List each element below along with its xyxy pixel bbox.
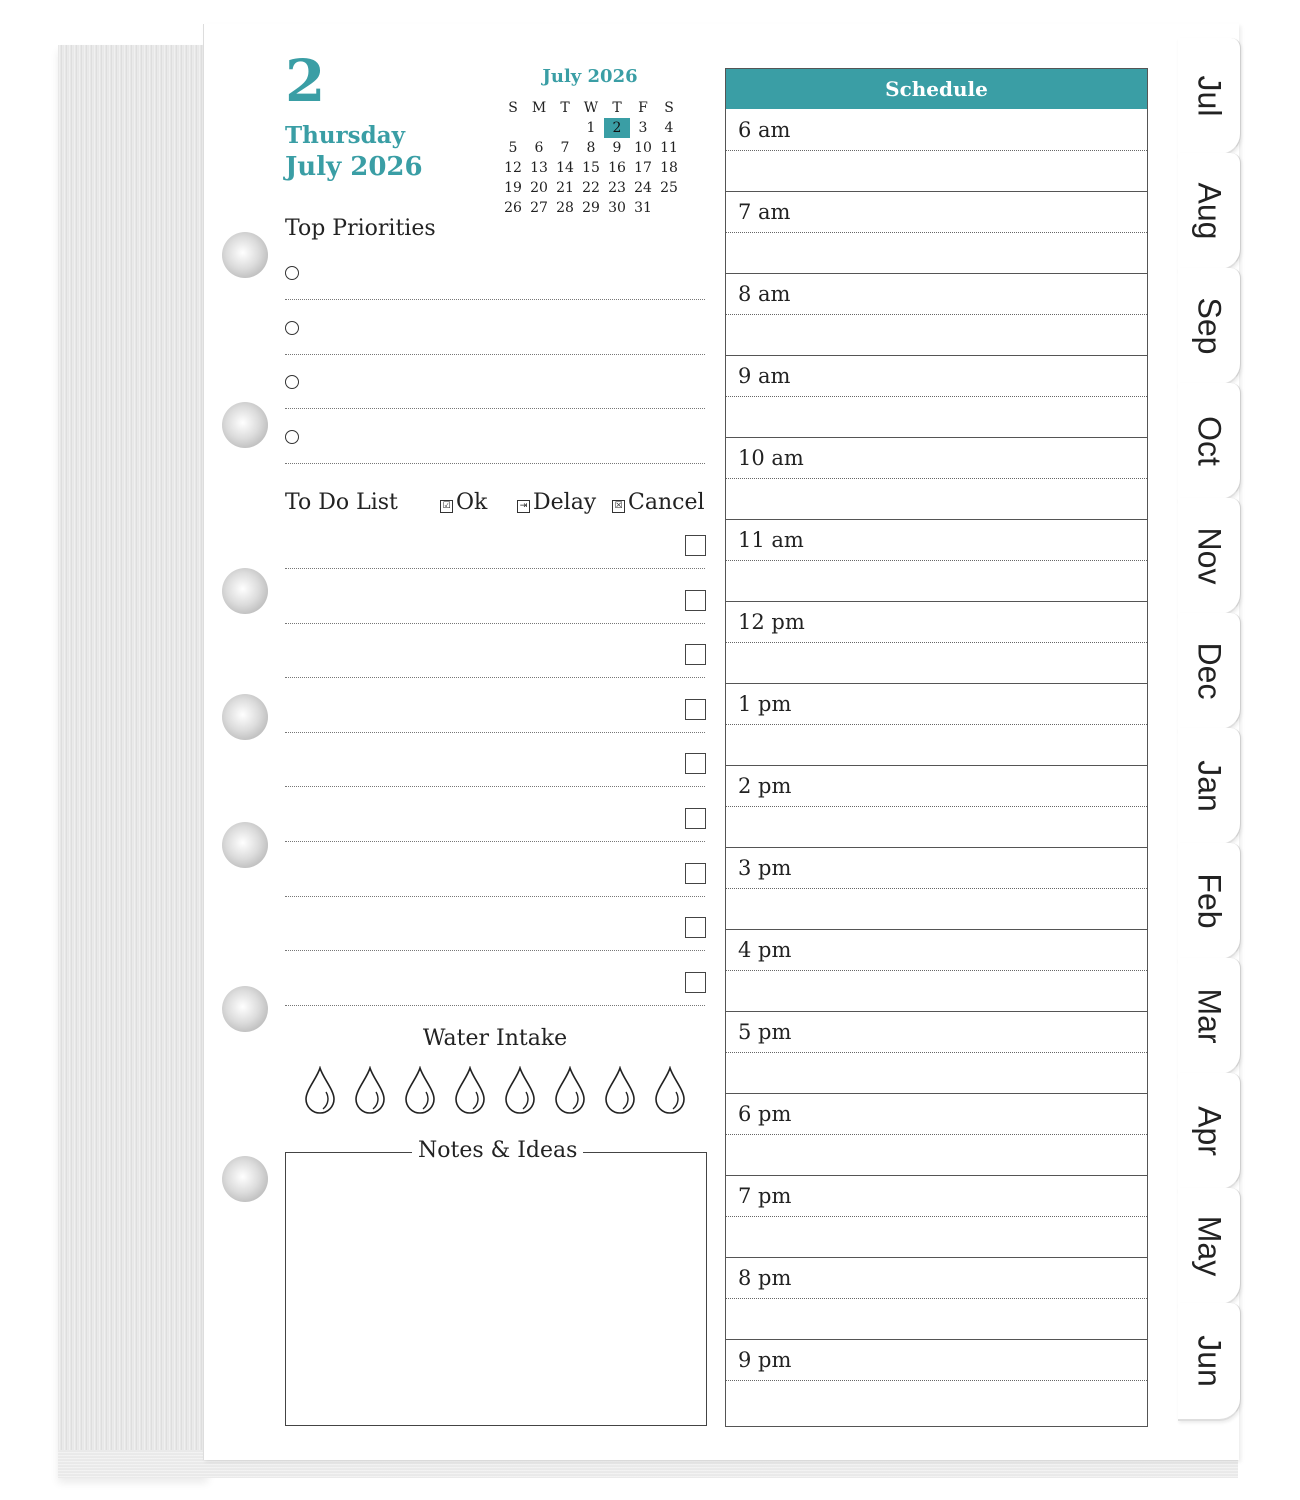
calendar-day[interactable]: 24 <box>634 180 652 196</box>
half-hour-line <box>726 642 1147 643</box>
schedule-slot[interactable] <box>726 683 1147 765</box>
month-tab-label: Dec <box>1191 642 1228 700</box>
legend-ok-label: Ok <box>456 490 488 515</box>
page-stack-edge <box>58 45 208 1477</box>
binder-hole <box>222 232 268 278</box>
schedule-slot[interactable] <box>726 601 1147 683</box>
weekday-header: S <box>508 100 518 116</box>
calendar-day[interactable]: 19 <box>504 180 522 196</box>
calendar-day[interactable]: 4 <box>664 120 674 136</box>
todo-line[interactable] <box>285 950 705 951</box>
priority-line[interactable] <box>285 299 705 300</box>
priority-bullet-icon[interactable] <box>285 430 299 444</box>
binder-hole <box>222 1156 268 1202</box>
month-tab-label: Jul <box>1191 75 1228 117</box>
half-hour-line <box>726 314 1147 315</box>
schedule-time-label: 9 am <box>738 364 791 388</box>
notes-box[interactable] <box>285 1152 707 1426</box>
todo-line[interactable] <box>285 732 705 733</box>
schedule-panel <box>725 68 1148 1427</box>
schedule-time-label: 8 pm <box>738 1266 792 1290</box>
schedule-time-label: 4 pm <box>738 938 792 962</box>
water-drop-icon[interactable] <box>356 1068 384 1113</box>
legend-delay-label: Delay <box>533 490 597 515</box>
half-hour-line <box>726 1380 1147 1381</box>
calendar-day[interactable] <box>500 118 526 138</box>
month-tab-apr[interactable] <box>1178 1073 1241 1191</box>
calendar-day[interactable] <box>526 118 552 138</box>
todo-heading: To Do List <box>285 490 398 515</box>
calendar-day[interactable]: 13 <box>530 160 548 176</box>
half-hour-line <box>726 478 1147 479</box>
priority-line[interactable] <box>285 354 705 355</box>
schedule-slot[interactable] <box>726 765 1147 847</box>
month-tab-label: Sep <box>1191 297 1228 355</box>
month-year-label: July 2026 <box>285 152 423 182</box>
month-tab-label: Feb <box>1191 873 1228 929</box>
month-tabs <box>1178 24 1242 1460</box>
top-priorities-heading: Top Priorities <box>285 216 436 241</box>
half-hour-line <box>726 1134 1147 1135</box>
month-tab-label: Nov <box>1191 527 1228 585</box>
calendar-day[interactable]: 29 <box>582 200 600 216</box>
month-tab-sep[interactable] <box>1178 268 1241 386</box>
cancel-box-icon: ☒ <box>612 500 625 513</box>
schedule-time-label: 9 pm <box>738 1348 792 1372</box>
schedule-slot[interactable] <box>726 847 1147 929</box>
calendar-day[interactable]: 21 <box>556 180 574 196</box>
month-tab-nov[interactable] <box>1178 498 1241 616</box>
schedule-time-label: 8 am <box>738 282 791 306</box>
calendar-day[interactable]: 12 <box>504 160 522 176</box>
todo-checkbox[interactable] <box>685 753 706 774</box>
weekday-header: W <box>583 100 599 116</box>
day-number: 2 <box>285 47 326 115</box>
binder-hole <box>222 694 268 740</box>
month-tab-oct[interactable] <box>1178 383 1241 501</box>
month-tab-label: Aug <box>1191 182 1228 240</box>
calendar-day[interactable]: 20 <box>530 180 548 196</box>
schedule-time-label: 7 pm <box>738 1184 792 1208</box>
calendar-day[interactable]: 17 <box>634 160 652 176</box>
schedule-time-label: 2 pm <box>738 774 792 798</box>
half-hour-line <box>726 970 1147 971</box>
todo-checkbox[interactable] <box>685 863 706 884</box>
half-hour-line <box>726 724 1147 725</box>
checked-box-icon: ☑ <box>440 500 453 513</box>
water-drop-icon[interactable] <box>556 1068 584 1113</box>
schedule-slot[interactable] <box>726 519 1147 601</box>
todo-checkbox[interactable] <box>685 590 706 611</box>
schedule-slot[interactable] <box>726 109 1147 191</box>
todo-checkbox[interactable] <box>685 972 706 993</box>
schedule-time-label: 12 pm <box>738 610 805 634</box>
month-tab-feb[interactable] <box>1178 843 1241 961</box>
legend-ok <box>440 490 487 515</box>
half-hour-line <box>726 1052 1147 1053</box>
calendar-day[interactable]: 7 <box>560 140 570 156</box>
schedule-slot[interactable] <box>726 929 1147 1011</box>
calendar-day[interactable]: 5 <box>508 140 518 156</box>
priority-bullet-icon[interactable] <box>285 266 299 280</box>
water-drop-icon[interactable] <box>406 1068 434 1113</box>
schedule-slot[interactable] <box>726 191 1147 273</box>
water-drop-icon[interactable] <box>506 1068 534 1113</box>
legend-delay <box>517 490 596 515</box>
water-intake-drops <box>300 1066 690 1116</box>
calendar-day[interactable]: 2 <box>604 118 630 138</box>
schedule-slot[interactable] <box>726 1257 1147 1339</box>
delay-box-icon: ⇥ <box>517 500 530 513</box>
calendar-day[interactable]: 25 <box>660 180 678 196</box>
water-drop-icon[interactable] <box>456 1068 484 1113</box>
month-tab-label: Mar <box>1191 988 1228 1044</box>
month-tab-dec[interactable] <box>1178 613 1241 731</box>
calendar-day[interactable]: 9 <box>612 140 622 156</box>
schedule-time-label: 5 pm <box>738 1020 792 1044</box>
todo-line[interactable] <box>285 1005 705 1006</box>
schedule-time-label: 10 am <box>738 446 804 470</box>
calendar-day[interactable]: 27 <box>530 200 548 216</box>
mini-calendar <box>500 98 682 218</box>
water-drop-icon[interactable] <box>606 1068 634 1113</box>
todo-checkbox[interactable] <box>685 917 706 938</box>
half-hour-line <box>726 150 1147 151</box>
weekday-header: F <box>638 100 648 116</box>
weekday-header: M <box>531 100 547 116</box>
schedule-header: Schedule <box>726 69 1147 109</box>
weekday-header: T <box>612 100 622 116</box>
calendar-day[interactable] <box>552 118 578 138</box>
water-drop-icon[interactable] <box>306 1068 334 1113</box>
todo-line[interactable] <box>285 623 705 624</box>
schedule-slot[interactable] <box>726 273 1147 355</box>
month-tab-may[interactable] <box>1178 1188 1241 1306</box>
binder-hole <box>222 568 268 614</box>
calendar-day[interactable]: 31 <box>634 200 652 216</box>
binder-hole <box>222 986 268 1032</box>
weekday-label: Thursday <box>285 122 405 149</box>
weekday-header: T <box>560 100 570 116</box>
calendar-day[interactable]: 6 <box>534 140 544 156</box>
calendar-day[interactable]: 11 <box>660 140 678 156</box>
priority-bullet-icon[interactable] <box>285 321 299 335</box>
calendar-day[interactable]: 8 <box>586 140 596 156</box>
month-tab-aug[interactable] <box>1178 153 1241 271</box>
calendar-day[interactable]: 15 <box>582 160 600 176</box>
legend-cancel <box>612 490 705 515</box>
half-hour-line <box>726 888 1147 889</box>
month-tab-label: Jun <box>1191 1335 1228 1387</box>
calendar-day[interactable]: 10 <box>634 140 652 156</box>
calendar-day[interactable]: 16 <box>608 160 626 176</box>
month-tab-label: Jan <box>1191 760 1228 812</box>
todo-line[interactable] <box>285 841 705 842</box>
half-hour-line <box>726 806 1147 807</box>
schedule-time-label: 11 am <box>738 528 804 552</box>
todo-line[interactable] <box>285 786 705 787</box>
priority-line[interactable] <box>285 408 705 409</box>
water-drop-icon[interactable] <box>656 1068 684 1113</box>
water-intake-heading: Water Intake <box>422 1026 568 1051</box>
month-tab-mar[interactable] <box>1178 958 1241 1076</box>
schedule-slot[interactable] <box>726 1339 1147 1421</box>
weekday-header: S <box>664 100 674 116</box>
schedule-slot[interactable] <box>726 1093 1147 1175</box>
notes-heading: Notes & Ideas <box>412 1138 583 1163</box>
priority-bullet-icon[interactable] <box>285 375 299 389</box>
schedule-slot[interactable] <box>726 1175 1147 1257</box>
half-hour-line <box>726 232 1147 233</box>
schedule-time-label: 6 pm <box>738 1102 792 1126</box>
half-hour-line <box>726 560 1147 561</box>
calendar-day[interactable]: 22 <box>582 180 600 196</box>
calendar-day[interactable]: 18 <box>660 160 678 176</box>
calendar-day[interactable]: 26 <box>504 200 522 216</box>
calendar-day[interactable]: 14 <box>556 160 574 176</box>
priority-line[interactable] <box>285 463 705 464</box>
schedule-slot[interactable] <box>726 1011 1147 1093</box>
calendar-day[interactable]: 1 <box>586 120 596 136</box>
month-tab-jan[interactable] <box>1178 728 1241 846</box>
schedule-time-label: 1 pm <box>738 692 792 716</box>
binder-hole <box>222 822 268 868</box>
todo-line[interactable] <box>285 677 705 678</box>
month-tab-jul[interactable] <box>1178 38 1241 156</box>
calendar-day[interactable]: 30 <box>608 200 626 216</box>
month-tab-label: May <box>1191 1215 1228 1277</box>
todo-checkbox[interactable] <box>685 808 706 829</box>
half-hour-line <box>726 1298 1147 1299</box>
half-hour-line <box>726 396 1147 397</box>
schedule-time-label: 7 am <box>738 200 791 224</box>
month-tab-jun[interactable] <box>1178 1303 1241 1421</box>
schedule-slot[interactable] <box>726 355 1147 437</box>
calendar-day[interactable] <box>656 198 682 218</box>
schedule-time-label: 3 pm <box>738 856 792 880</box>
schedule-slot[interactable] <box>726 437 1147 519</box>
month-tab-label: Oct <box>1191 416 1228 466</box>
calendar-day[interactable]: 28 <box>556 200 574 216</box>
schedule-time-label: 6 am <box>738 118 791 142</box>
todo-checkbox[interactable] <box>685 535 706 556</box>
calendar-day[interactable]: 3 <box>638 120 648 136</box>
legend-cancel-label: Cancel <box>628 490 705 515</box>
mini-calendar-title: July 2026 <box>542 66 638 87</box>
todo-line[interactable] <box>285 568 705 569</box>
calendar-day[interactable]: 23 <box>608 180 626 196</box>
todo-checkbox[interactable] <box>685 644 706 665</box>
month-tab-label: Apr <box>1191 1106 1228 1156</box>
todo-checkbox[interactable] <box>685 699 706 720</box>
binder-hole <box>222 402 268 448</box>
todo-line[interactable] <box>285 896 705 897</box>
half-hour-line <box>726 1216 1147 1217</box>
